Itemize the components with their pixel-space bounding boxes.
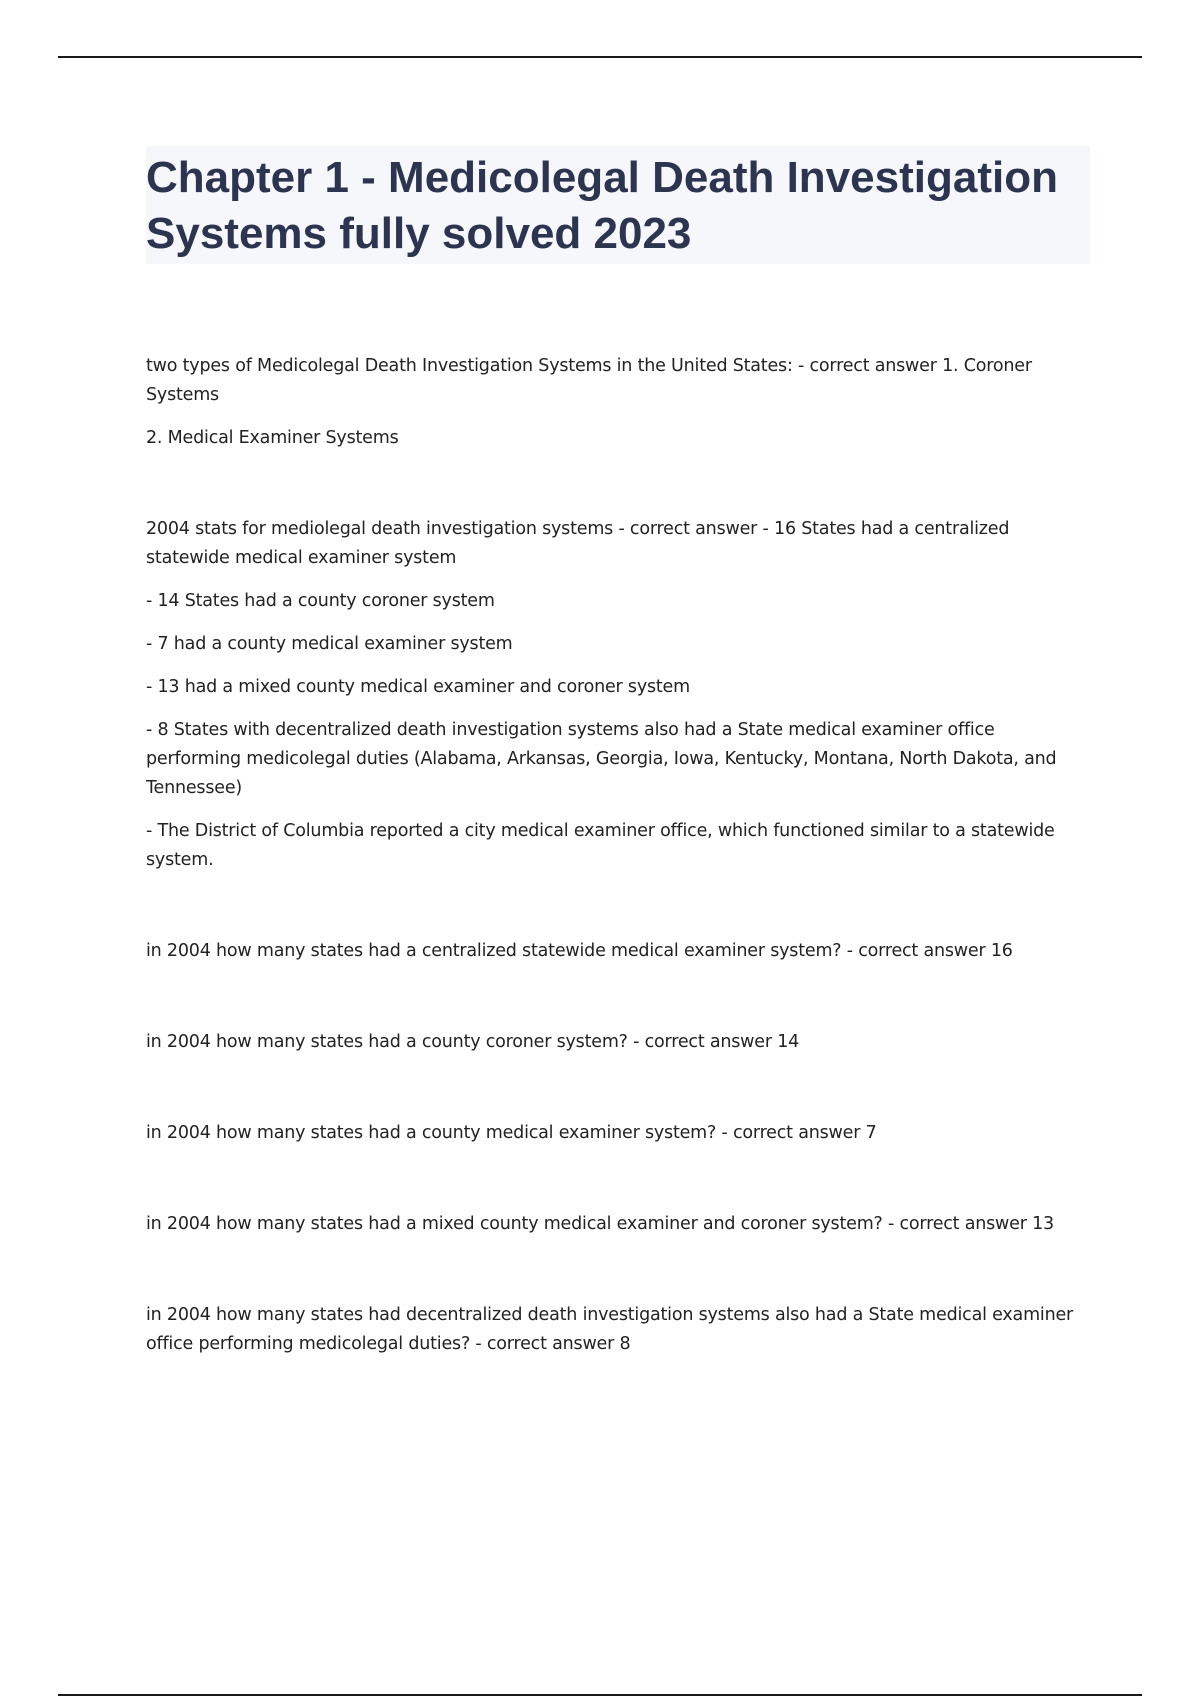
qa-text: - 14 States had a county coroner system [146,591,495,611]
qa-text: - The District of Columbia reported a city medical examiner office, which functioned similar to a statewide system. [146,821,1055,870]
qa-item [146,1210,1090,1239]
qa-text: 2. Medical Examiner Systems [146,428,399,448]
qa-item [146,1301,1090,1359]
qa-text: - 7 had a county medical examiner system [146,634,513,654]
title-block [146,146,1090,264]
qa-text: 2004 stats for mediolegal death investigation systems - correct answer - 16 States had a centralized statewide medical examiner system [146,519,1010,568]
qa-list [146,352,1090,1359]
qa-text: in 2004 how many states had a mixed county medical examiner and coroner system? - correct answer 13 [146,1214,1054,1234]
qa-text: in 2004 how many states had a centralized statewide medical examiner system? - correct answer 16 [146,941,1013,961]
qa-item [146,1028,1090,1057]
qa-text: in 2004 how many states had decentralized death investigation systems also had a State medical examiner office performing medicolegal duties? - correct answer 8 [146,1305,1074,1354]
page-title: Chapter 1 - Medicolegal Death Investigation Systems fully solved 2023 [146,153,1058,258]
qa-text: - 13 had a mixed county medical examiner and coroner system [146,677,690,697]
document-body [146,146,1090,1421]
qa-text: - 8 States with decentralized death investigation systems also had a State medical examiner office performing medicolegal duties (Alabama, Arkansas, Georgia, Iowa, Kentucky, Montana, North Dakota, and Tennessee) [146,720,1057,798]
top-rule [58,56,1142,58]
bottom-rule [58,1694,1142,1696]
qa-text: two types of Medicolegal Death Investigation Systems in the United States: - correct answer 1. Coroner Systems [146,356,1032,405]
qa-item [146,937,1090,966]
qa-item [146,352,1090,453]
qa-item [146,515,1090,875]
qa-text: in 2004 how many states had a county medical examiner system? - correct answer 7 [146,1123,877,1143]
qa-text: in 2004 how many states had a county coroner system? - correct answer 14 [146,1032,800,1052]
qa-item [146,1119,1090,1148]
